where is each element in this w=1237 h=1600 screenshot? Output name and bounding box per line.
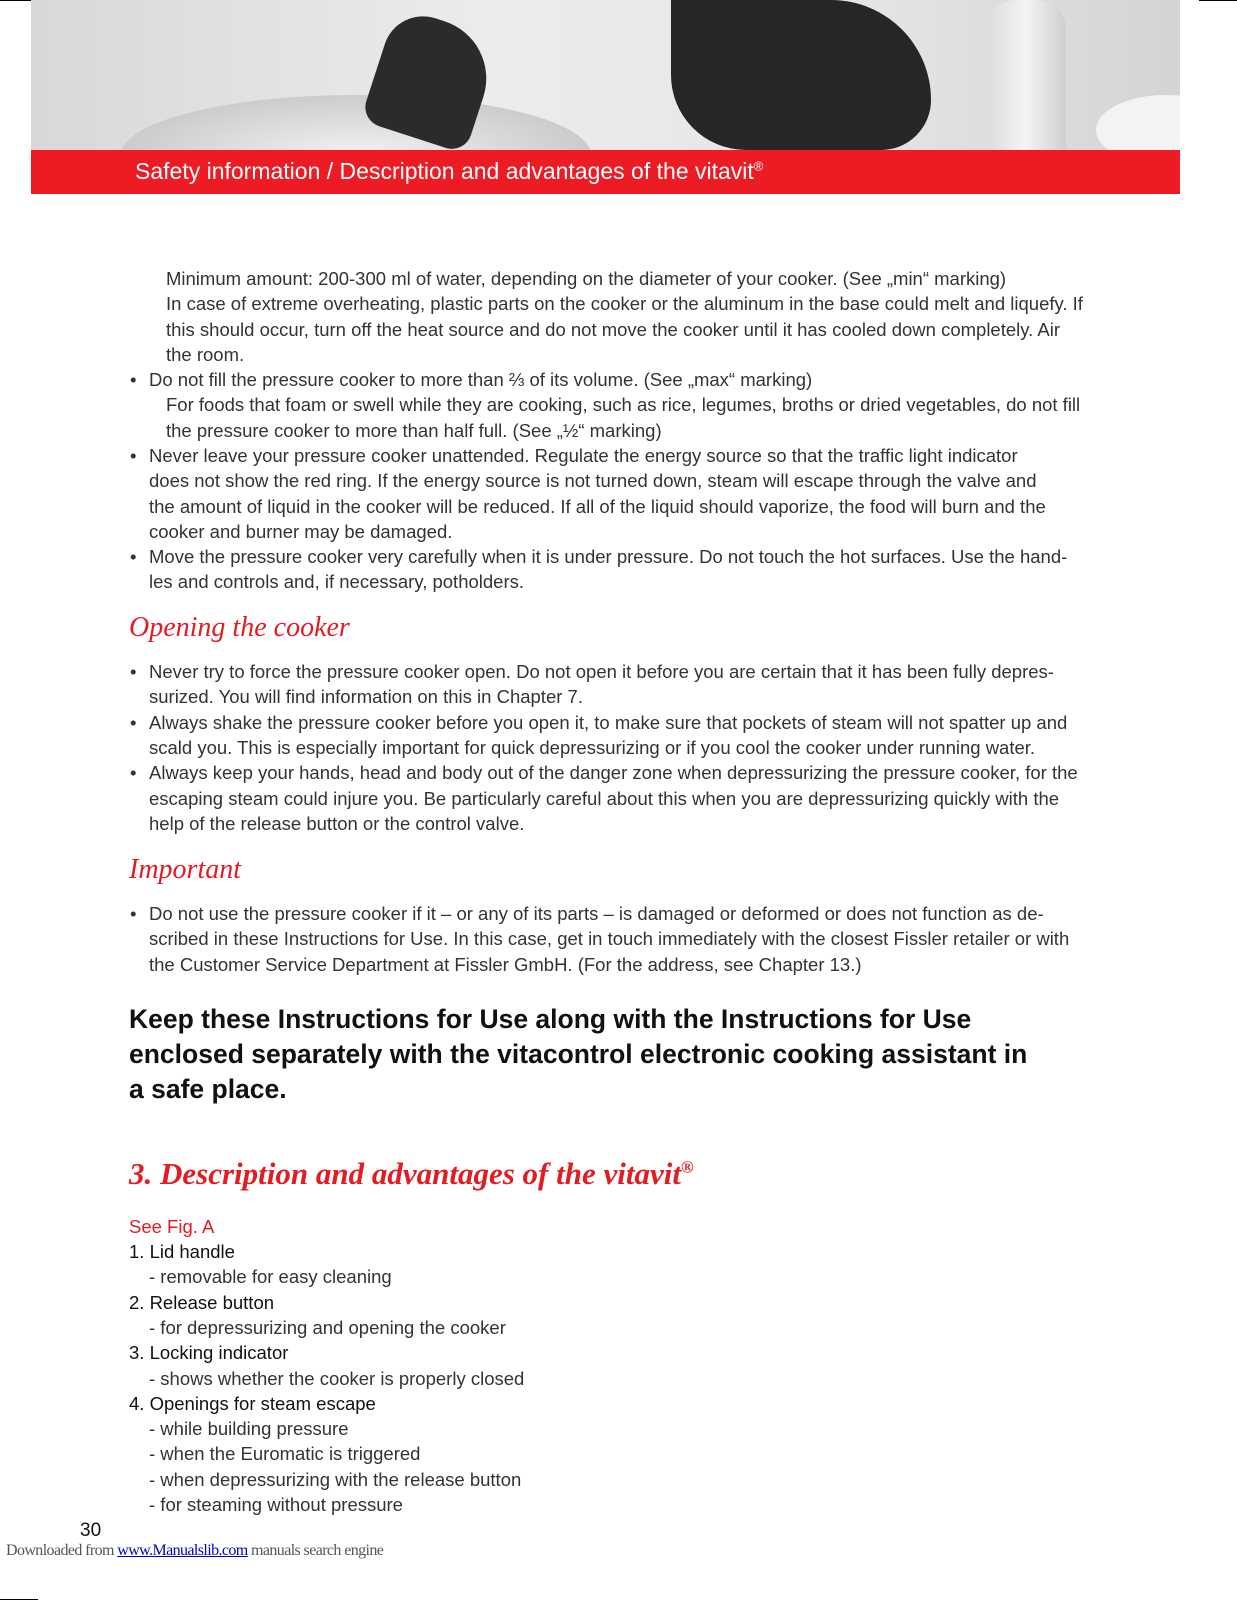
item-detail: - for depressurizing and opening the cooker: [149, 1316, 506, 1338]
bullet-text-line: les and controls and, if necessary, potholders.: [149, 571, 525, 593]
bullet-text-line: escaping steam could injure you. Be particularly careful about this when you are depressurizing quickly with the: [149, 787, 1060, 809]
bullet-text-line: surized. You will find information on this in Chapter 7.: [149, 686, 583, 708]
item-detail: - for steaming without pressure: [149, 1494, 403, 1515]
intro-line: the room.: [166, 343, 245, 365]
bullet-text-line: scribed in these Instructions for Use. In this case, get in touch immediately with the closest Fissler retailer or with: [149, 928, 1070, 950]
intro-line: In case of extreme overheating, plastic parts on the cooker or the aluminum in the base could melt and liquefy. If: [166, 293, 1083, 315]
item-title: 3. Locking indicator: [129, 1342, 289, 1364]
heading-text: 3. Description and advantages of the vitavit: [129, 1156, 681, 1191]
footer-prefix: Downloaded from: [6, 1542, 118, 1559]
crop-mark: [1199, 0, 1237, 1]
heading-opening-cooker: Opening the cooker: [129, 612, 350, 643]
bullet-icon: •: [130, 444, 137, 466]
bullet-icon: •: [130, 762, 137, 784]
header-title-text: Safety information / Description and advantages of the vitavit: [135, 158, 754, 184]
bowl: [1096, 95, 1180, 150]
bullet-text-line: cooker and burner may be damaged.: [149, 520, 453, 542]
item-detail: - shows whether the cooker is properly closed: [149, 1367, 525, 1389]
intro-line: this should occur, turn off the heat source and do not move the cooker until it has cooled down completely. Air: [166, 318, 1061, 340]
keep-instructions-notice: [129, 1002, 1129, 1107]
item-detail: - while building pressure: [149, 1418, 349, 1440]
bullet-text-line: Never try to force the pressure cooker open. Do not open it before you are certain that it has been fully depres-: [149, 661, 1054, 682]
bullet-icon: •: [130, 369, 137, 390]
item-detail: - when depressurizing with the release button: [149, 1468, 522, 1490]
heading-important: Important: [129, 854, 241, 885]
item-title: 2. Release button: [129, 1291, 275, 1313]
intro-line: Minimum amount: 200-300 ml of water, depending on the diameter of your cooker. (See „min“ marking): [166, 268, 1007, 289]
bullet-text-line: Never leave your pressure cooker unattended. Regulate the energy source so that the traffic light indicator: [149, 444, 1018, 466]
bullet-text-line: the Customer Service Department at Fissler GmbH. (For the address, see Chapter 13.): [149, 953, 862, 975]
cooker-lid: [121, 95, 591, 150]
bullet-icon: •: [130, 661, 137, 682]
bullet-text-line: Always keep your hands, head and body out of the danger zone when depressurizing the pressure cooker, for the: [149, 762, 1078, 784]
download-footer: [6, 1542, 383, 1560]
bullet-text-line: the amount of liquid in the cooker will be reduced. If all of the liquid should vaporize, the food will burn and the: [149, 495, 1046, 517]
manualslib-link[interactable]: www.Manualslib.com: [117, 1542, 248, 1559]
bullet-icon: •: [130, 903, 137, 924]
page-number: 30: [80, 1520, 102, 1541]
see-fig-a: See Fig. A: [129, 1216, 215, 1237]
notice-line: Keep these Instructions for Use along with the Instructions for Use: [129, 1004, 972, 1034]
heading-section-3: [129, 1156, 694, 1192]
bullet-text-line: help of the release button or the control valve.: [149, 812, 525, 834]
header-title: [135, 158, 763, 185]
item-title: 4. Openings for steam escape: [129, 1392, 376, 1414]
registered-mark: ®: [680, 1157, 694, 1177]
glass-bottle: [986, 0, 1066, 150]
item-title: 1. Lid handle: [129, 1241, 235, 1262]
bullet-text-line: Do not use the pressure cooker if it – or any of its parts – is damaged or deformed or does not function as de-: [149, 903, 1044, 924]
bullet-text-line: Always shake the pressure cooker before you open it, to make sure that pockets of steam will not spatter up and: [149, 711, 1068, 733]
bullet-icon: •: [130, 546, 137, 568]
bullet-subtext-line: For foods that foam or swell while they are cooking, such as rice, legumes, broths or dried vegetables, do not fill: [166, 394, 1081, 416]
item-detail: - removable for easy cleaning: [149, 1266, 392, 1288]
item-detail: - when the Euromatic is triggered: [149, 1443, 421, 1465]
notice-line: a safe place.: [129, 1074, 287, 1104]
notice-line: enclosed separately with the vitacontrol electronic cooking assistant in: [129, 1039, 1028, 1069]
bullet-text-line: Move the pressure cooker very carefully when it is under pressure. Do not touch the hot surfaces. Use the hand-: [149, 546, 1068, 568]
bullet-text-line: Do not fill the pressure cooker to more than ⅔ of its volume. (See „max“ marking): [149, 369, 813, 390]
header-band: [31, 150, 1180, 194]
bullet-text-line: scald you. This is especially important for quick depressurizing or if you cool the cooker under running water.: [149, 736, 1036, 758]
footer-suffix: manuals search engine: [247, 1542, 384, 1559]
bullet-subtext-line: the pressure cooker to more than half full. (See „½“ marking): [166, 419, 662, 441]
registered-mark: ®: [753, 158, 764, 174]
cooker-side-handle: [671, 0, 931, 150]
bullet-icon: •: [130, 711, 137, 733]
bullet-text-line: does not show the red ring. If the energy source is not turned down, steam will escape through the valve and: [149, 470, 1037, 492]
header-photo-pressure-cooker: [31, 0, 1180, 150]
